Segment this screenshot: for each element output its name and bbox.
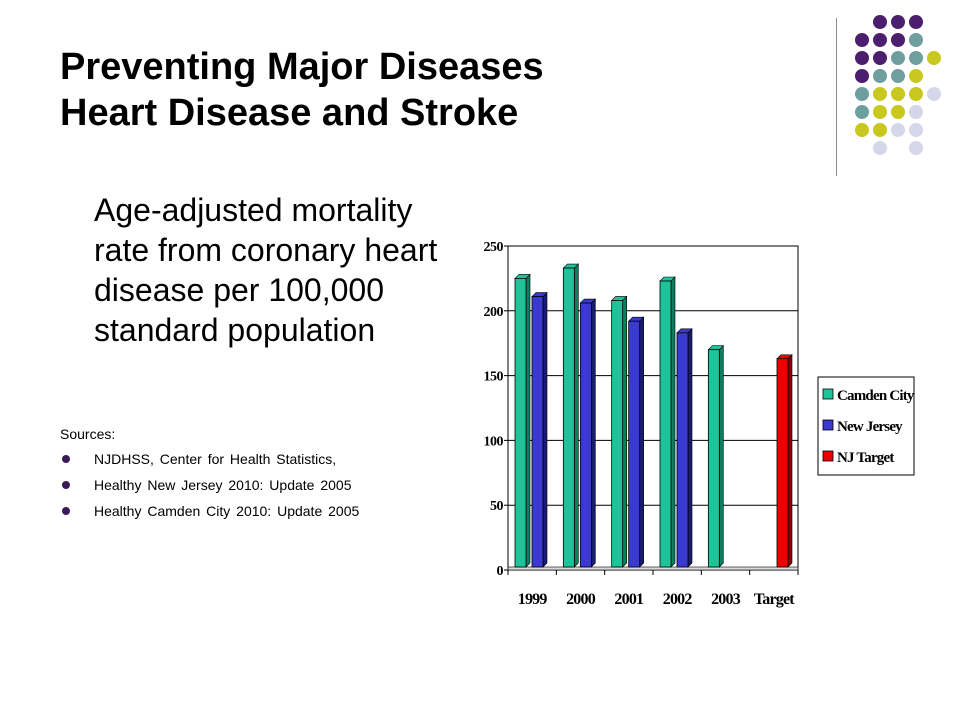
decorative-dot <box>855 51 869 65</box>
bar <box>515 278 526 567</box>
y-tick-label: 50 <box>490 499 503 515</box>
source-item <box>60 475 359 501</box>
decorative-dot <box>873 15 887 29</box>
decorative-dot <box>873 69 887 83</box>
mortality-bar-chart <box>460 230 920 615</box>
legend-label: Camden City <box>837 388 914 404</box>
decorative-dot <box>855 123 869 137</box>
bar <box>660 281 671 567</box>
decorative-dot <box>855 105 869 119</box>
x-tick-label: 2003 <box>711 591 740 608</box>
bar-side <box>640 317 644 567</box>
x-tick-label: 1999 <box>517 591 547 608</box>
x-tick-label: 2002 <box>662 591 692 608</box>
decorative-dot <box>909 51 923 65</box>
title-line-1: Preventing Major Diseases <box>60 46 544 88</box>
source-text: NJDHSS, Center for Health Statistics, <box>94 451 337 467</box>
decorative-dot <box>909 105 923 119</box>
bullet-icon <box>62 481 70 489</box>
decorative-dot <box>873 141 887 155</box>
decorative-dot <box>909 15 923 29</box>
chart-description: Age-adjusted mortality rate from coronary heart disease per 100,000 standard population <box>94 192 438 348</box>
bar-side <box>719 346 723 567</box>
y-tick-label: 250 <box>483 240 503 255</box>
bar-side <box>543 293 547 567</box>
decorative-dot <box>909 69 923 83</box>
legend-label: NJ Target <box>837 450 894 466</box>
decorative-dot <box>891 123 905 137</box>
slide-title <box>60 44 544 136</box>
y-tick-label: 0 <box>496 564 503 579</box>
plot-frame <box>508 246 798 570</box>
decorative-dot <box>927 51 941 65</box>
bar-side <box>688 329 692 567</box>
bar <box>532 297 543 567</box>
decorative-dot <box>873 105 887 119</box>
bar-side <box>623 296 627 567</box>
bar <box>677 333 688 567</box>
bar-side <box>591 299 595 567</box>
bar <box>563 268 574 567</box>
source-text: Healthy New Jersey 2010: Update 2005 <box>94 477 352 493</box>
sources-list <box>60 449 359 527</box>
legend-swatch <box>823 420 833 430</box>
sources-label: Sources: <box>60 426 116 442</box>
bar <box>629 321 640 567</box>
source-item <box>60 449 359 475</box>
y-tick-label: 150 <box>483 369 503 385</box>
legend-label: New Jersey <box>837 419 902 435</box>
decorative-dot <box>873 87 887 101</box>
bullet-icon <box>62 507 70 515</box>
decorative-dot <box>891 15 905 29</box>
decorative-dot <box>891 51 905 65</box>
decorative-dot <box>855 87 869 101</box>
bar-side <box>788 355 792 567</box>
decorative-dot <box>891 105 905 119</box>
source-item <box>60 501 359 527</box>
decorative-dot <box>873 33 887 47</box>
title-line-2: Heart Disease and Stroke <box>60 92 519 134</box>
legend-swatch <box>823 451 833 461</box>
source-text: Healthy Camden City 2010: Update 2005 <box>94 503 360 519</box>
bar-side <box>526 274 530 567</box>
decorative-dot <box>909 33 923 47</box>
decorative-dot <box>873 51 887 65</box>
legend-swatch <box>823 389 833 399</box>
bar <box>777 359 788 567</box>
decorative-divider <box>836 18 837 176</box>
decorative-dot <box>909 87 923 101</box>
decorative-dot <box>927 87 941 101</box>
bar-side <box>671 277 675 567</box>
bar-side <box>574 264 578 567</box>
bullet-icon <box>62 455 70 463</box>
x-tick-label: Target <box>753 591 794 608</box>
y-tick-label: 200 <box>483 304 503 320</box>
decorative-dot <box>891 69 905 83</box>
decorative-dot <box>855 33 869 47</box>
decorative-dot <box>891 33 905 47</box>
bar <box>708 350 719 567</box>
decorative-dot <box>891 87 905 101</box>
y-tick-label: 100 <box>483 434 503 450</box>
chart-floor <box>508 567 798 570</box>
decorative-dot <box>855 69 869 83</box>
x-tick-label: 2000 <box>566 591 595 608</box>
decorative-dot <box>873 123 887 137</box>
x-tick-label: 2001 <box>614 591 644 608</box>
decorative-dot <box>909 141 923 155</box>
bar <box>612 300 623 567</box>
decorative-dot <box>909 123 923 137</box>
bar <box>580 303 591 567</box>
